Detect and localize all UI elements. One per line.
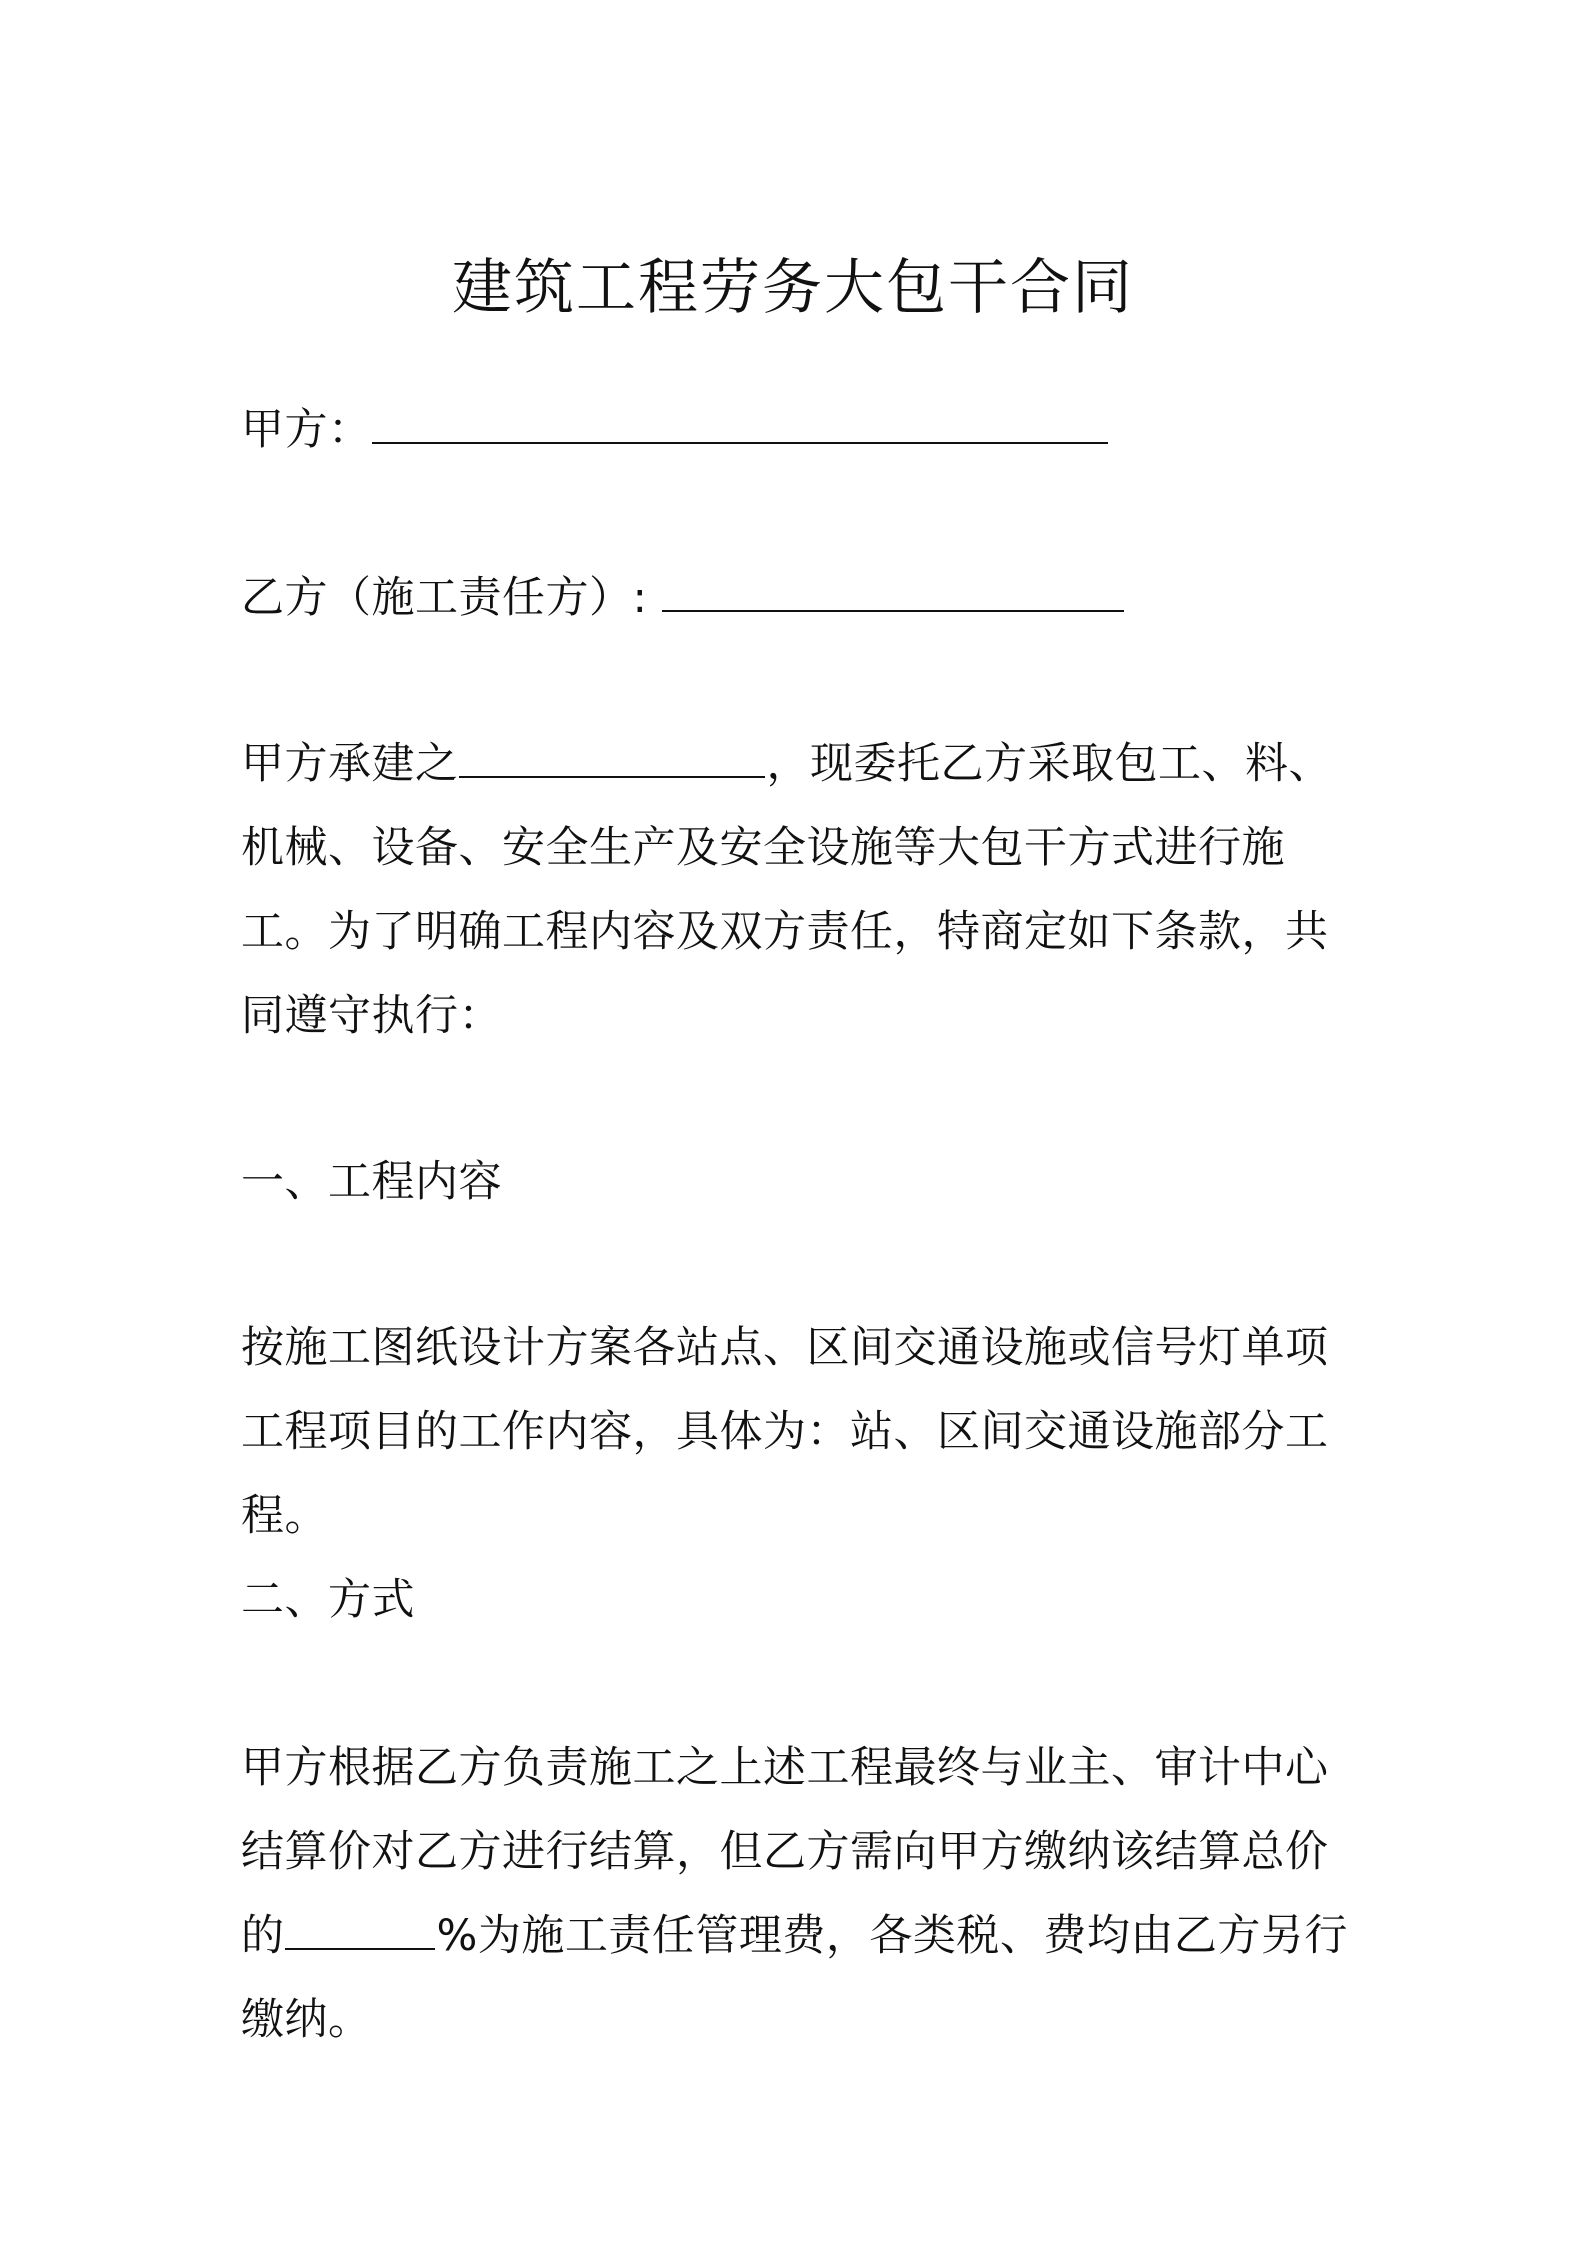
intro-paragraph [241,722,1359,1058]
party-a-label: 甲方： [241,405,372,455]
project-name-blank [459,736,765,778]
document-title: 建筑工程劳务大包干合同 [452,253,1134,323]
section-2-text-part1: 甲方根据乙方负责施工之上述工程最终与业主、审计中心结算价对乙方进行结算，但乙方需向甲方缴纳该结算总价的 [241,1743,1329,1961]
party-a-line [241,388,1359,472]
intro-prefix: 甲方承建之 [241,739,459,789]
section-1-body: 按施工图纸设计方案各站点、区间交通设施或信号灯单项工程项目的工作内容，具体为：站、区间交通设施部分工程。 [241,1323,1329,1541]
section-2-body [241,1726,1359,2062]
party-b-label: 乙方（施工责任方）: [241,573,648,623]
section-2-text-part2: %为施工责任管理费，各类税、费均由乙方另行缴纳。 [241,1911,1348,2045]
intro-text: ，现委托乙方采取包工、料、机械、设备、安全生产及安全设施等大包干方式进行施工。为了明确工程内容及双方责任，特商定如下条款，共同遵守执行： [241,739,1332,1041]
party-b-line [241,556,1359,640]
party-a-blank [372,402,1108,444]
party-b-blank [662,570,1124,612]
section-2-heading: 二、方式 [241,1575,415,1625]
section-1-heading: 一、工程内容 [241,1157,502,1207]
fee-percent-blank [285,1908,435,1950]
